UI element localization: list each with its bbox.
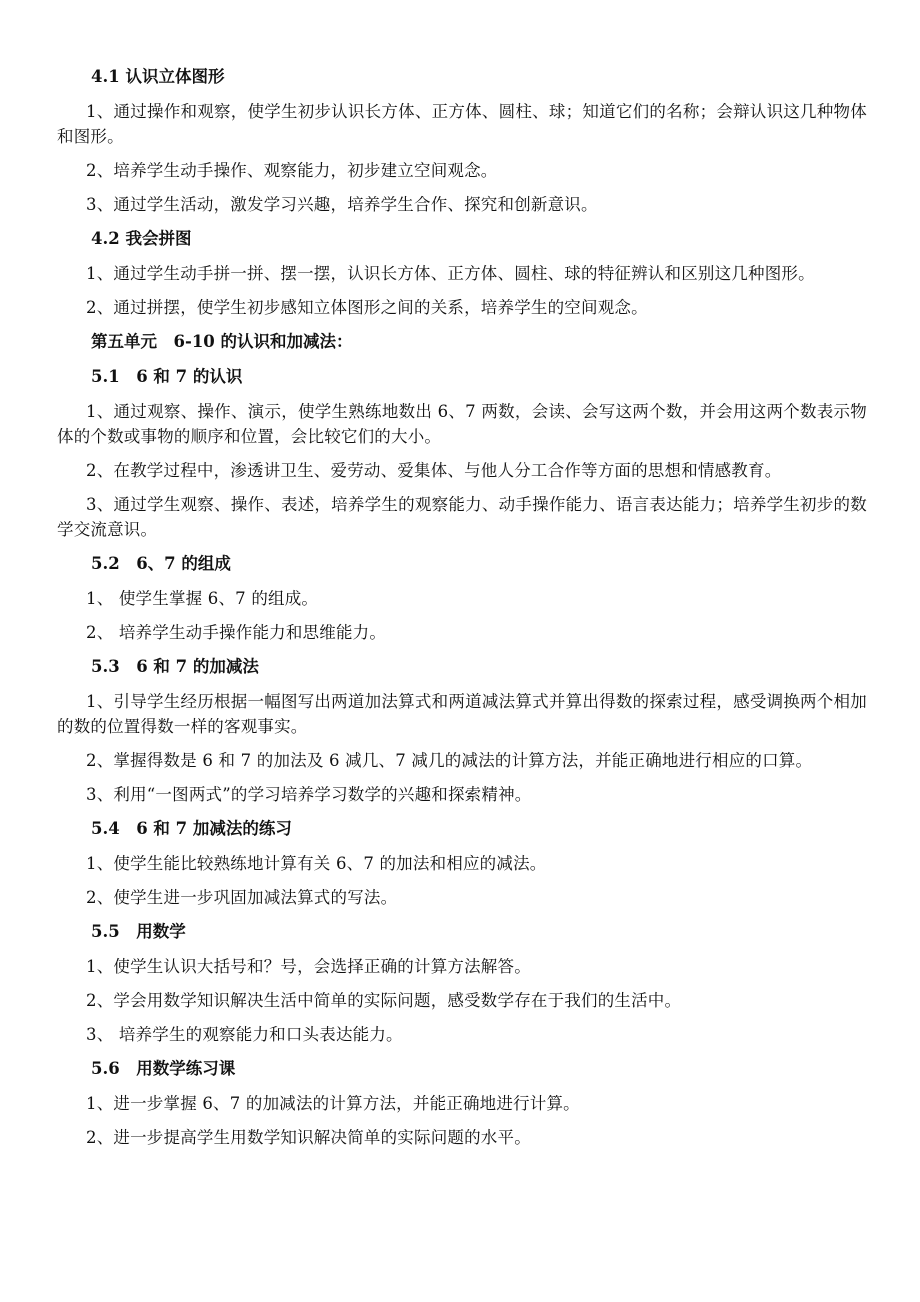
section-heading: 5.3 6 和 7 的加减法 [91,657,259,676]
document-content [57,64,867,1159]
section-heading: 5.4 6 和 7 加减法的练习 [91,819,292,838]
paragraph: 2、掌握得数是 6 和 7 的加法及 6 减几、7 减几的减法的计算方法，并能正确地进行相应的口算。 [86,751,813,770]
paragraph: 3、通过学生观察、操作、表述，培养学生的观察能力、动手操作能力、语言表达能力；培养学生初步的数学交流意识。 [57,495,867,539]
paragraph: 2、学会用数学知识解决生活中简单的实际问题，感受数学存在于我们的生活中。 [86,991,682,1010]
section-5-3 [57,654,867,807]
paragraph: 2、使学生进一步巩固加减法算式的写法。 [86,888,398,907]
section-heading: 5.1 6 和 7 的认识 [91,367,243,386]
paragraph: 1、 使学生掌握 6、7 的组成。 [86,589,319,608]
section-heading: 4.2 我会拼图 [91,229,192,248]
paragraph: 1、使学生能比较熟练地计算有关 6、7 的加法和相应的减法。 [86,854,547,873]
section-heading: 4.1 认识立体图形 [91,67,225,86]
section-heading: 5.5 用数学 [91,922,186,941]
paragraph: 2、进一步提高学生用数学知识解决简单的实际问题的水平。 [86,1128,531,1147]
section-5-4 [57,816,867,910]
section-4-1 [57,64,867,217]
paragraph: 1、引导学生经历根据一幅图写出两道加法算式和两道减法算式并算出得数的探索过程，感受调换两个相加的数的位置得数一样的客观事实。 [57,692,867,736]
section-5-1 [57,364,867,542]
unit-5-title [57,329,867,355]
section-heading: 5.6 用数学练习课 [91,1059,236,1078]
paragraph: 1、通过观察、操作、演示，使学生熟练地数出 6、7 两数，会读、会写这两个数，并会用这两个数表示物体的个数或事物的顺序和位置，会比较它们的大小。 [57,402,867,446]
section-4-2 [57,226,867,320]
paragraph: 2、培养学生动手操作、观察能力，初步建立空间观念。 [86,161,498,180]
section-5-2 [57,551,867,645]
section-5-5 [57,919,867,1047]
paragraph: 2、 培养学生动手操作能力和思维能力。 [86,623,387,642]
paragraph: 2、通过拼摆，使学生初步感知立体图形之间的关系，培养学生的空间观念。 [86,298,648,317]
paragraph: 1、使学生认识大括号和？号，会选择正确的计算方法解答。 [86,957,531,976]
section-heading: 5.2 6、7 的组成 [91,554,231,573]
paragraph: 3、利用“一图两式”的学习培养学习数学的兴趣和探索精神。 [86,785,532,804]
paragraph: 3、 培养学生的观察能力和口头表达能力。 [86,1025,403,1044]
section-5-6 [57,1056,867,1150]
paragraph: 1、通过学生动手拼一拼、摆一摆，认识长方体、正方体、圆柱、球的特征辨认和区别这几种图形。 [86,264,815,283]
paragraph: 3、通过学生活动，激发学习兴趣，培养学生合作、探究和创新意识。 [86,195,598,214]
paragraph: 2、在教学过程中，渗透讲卫生、爱劳动、爱集体、与他人分工合作等方面的思想和情感教育。 [86,461,782,480]
paragraph: 1、进一步掌握 6、7 的加减法的计算方法，并能正确地进行计算。 [86,1094,580,1113]
unit-heading: 第五单元 6-10 的认识和加减法： [91,332,353,351]
paragraph: 1、通过操作和观察，使学生初步认识长方体、正方体、圆柱、球；知道它们的名称；会辩认识这几种物体和图形。 [57,102,867,146]
